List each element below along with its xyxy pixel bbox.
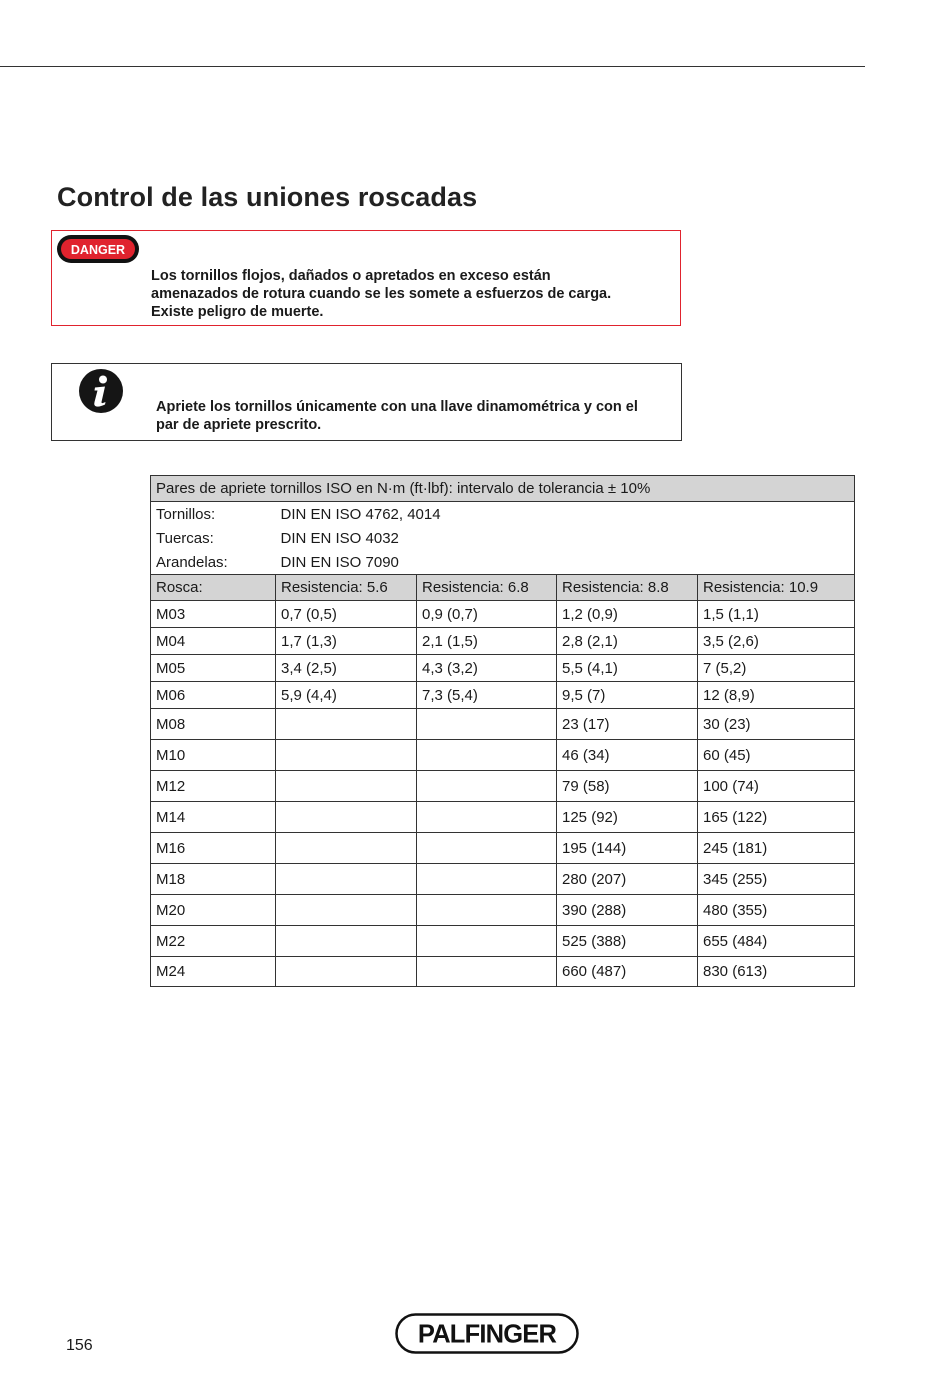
cell-grade-10-9: 165 (122)	[698, 802, 855, 833]
cell-grade-10-9: 480 (355)	[698, 895, 855, 926]
cell-thread: M03	[151, 601, 276, 628]
cell-grade-6-8: 7,3 (5,4)	[417, 682, 557, 709]
table-caption: Pares de apriete tornillos ISO en N·m (ft·lbf): intervalo de tolerancia ± 10%	[151, 476, 855, 502]
cell-grade-10-9: 60 (45)	[698, 740, 855, 771]
cell-thread: M18	[151, 864, 276, 895]
info-icon	[78, 368, 124, 414]
table-row	[151, 682, 855, 709]
table-caption-row	[151, 476, 855, 502]
cell-grade-6-8	[417, 709, 557, 740]
cell-grade-10-9: 245 (181)	[698, 833, 855, 864]
cell-grade-5-6: 1,7 (1,3)	[276, 628, 417, 655]
cell-grade-10-9: 3,5 (2,6)	[698, 628, 855, 655]
cell-grade-5-6	[276, 740, 417, 771]
cell-grade-8-8: 79 (58)	[557, 771, 698, 802]
cell-grade-6-8	[417, 833, 557, 864]
page-title: Control de las uniones roscadas	[57, 182, 478, 212]
cell-grade-10-9: 7 (5,2)	[698, 655, 855, 682]
standard-value: DIN EN ISO 7090	[276, 550, 855, 575]
danger-text	[151, 267, 671, 321]
cell-grade-8-8: 125 (92)	[557, 802, 698, 833]
danger-line: Existe peligro de muerte.	[151, 304, 324, 320]
standard-row	[151, 550, 855, 575]
cell-grade-6-8: 4,3 (3,2)	[417, 655, 557, 682]
info-notice	[51, 363, 682, 441]
cell-grade-5-6	[276, 957, 417, 987]
cell-grade-10-9: 655 (484)	[698, 926, 855, 957]
cell-grade-5-6	[276, 895, 417, 926]
table-row	[151, 628, 855, 655]
cell-grade-6-8	[417, 771, 557, 802]
cell-grade-10-9: 1,5 (1,1)	[698, 601, 855, 628]
table-row	[151, 926, 855, 957]
cell-grade-8-8: 280 (207)	[557, 864, 698, 895]
cell-grade-6-8: 2,1 (1,5)	[417, 628, 557, 655]
table-row	[151, 771, 855, 802]
standard-label: Tornillos:	[151, 502, 276, 527]
logo-text: PALFINGER	[417, 1320, 557, 1349]
cell-grade-5-6: 0,7 (0,5)	[276, 601, 417, 628]
cell-grade-8-8: 390 (288)	[557, 895, 698, 926]
page-number: 156	[66, 1337, 93, 1354]
cell-thread: M14	[151, 802, 276, 833]
cell-grade-5-6	[276, 771, 417, 802]
info-text	[156, 398, 681, 434]
cell-grade-5-6: 3,4 (2,5)	[276, 655, 417, 682]
table-row	[151, 655, 855, 682]
cell-thread: M16	[151, 833, 276, 864]
cell-thread: M12	[151, 771, 276, 802]
torque-table	[150, 475, 855, 987]
table-row	[151, 601, 855, 628]
top-rule	[0, 66, 865, 67]
palfinger-logo	[395, 1313, 579, 1354]
cell-grade-8-8: 660 (487)	[557, 957, 698, 987]
cell-thread: M06	[151, 682, 276, 709]
cell-grade-6-8	[417, 740, 557, 771]
cell-thread: M04	[151, 628, 276, 655]
torque-table-body	[151, 476, 855, 987]
cell-grade-6-8: 0,9 (0,7)	[417, 601, 557, 628]
standard-value: DIN EN ISO 4762, 4014	[276, 502, 855, 527]
danger-line: amenazados de rotura cuando se les somete a esfuerzos de carga.	[151, 286, 612, 302]
cell-grade-5-6	[276, 709, 417, 740]
danger-notice	[51, 230, 681, 326]
cell-grade-6-8	[417, 926, 557, 957]
column-header-grade-8-8: Resistencia: 8.8	[557, 575, 698, 601]
cell-grade-8-8: 1,2 (0,9)	[557, 601, 698, 628]
cell-grade-8-8: 9,5 (7)	[557, 682, 698, 709]
cell-thread: M10	[151, 740, 276, 771]
table-row	[151, 957, 855, 987]
cell-grade-10-9: 345 (255)	[698, 864, 855, 895]
cell-thread: M08	[151, 709, 276, 740]
info-line: Apriete los tornillos únicamente con una llave dinamométrica y con el	[156, 399, 638, 415]
standard-row	[151, 526, 855, 550]
standard-label: Tuercas:	[151, 526, 276, 550]
table-row	[151, 709, 855, 740]
cell-grade-8-8: 195 (144)	[557, 833, 698, 864]
cell-grade-10-9: 830 (613)	[698, 957, 855, 987]
cell-grade-5-6	[276, 802, 417, 833]
table-row	[151, 833, 855, 864]
column-header-row	[151, 575, 855, 601]
cell-thread: M20	[151, 895, 276, 926]
cell-thread: M22	[151, 926, 276, 957]
cell-grade-5-6	[276, 864, 417, 895]
table-row	[151, 740, 855, 771]
cell-grade-6-8	[417, 957, 557, 987]
cell-grade-6-8	[417, 895, 557, 926]
cell-grade-5-6	[276, 833, 417, 864]
cell-thread: M24	[151, 957, 276, 987]
info-line: par de apriete prescrito.	[156, 417, 322, 433]
cell-grade-8-8: 23 (17)	[557, 709, 698, 740]
cell-grade-10-9: 30 (23)	[698, 709, 855, 740]
standard-row	[151, 502, 855, 527]
standard-value: DIN EN ISO 4032	[276, 526, 855, 550]
column-header-thread: Rosca:	[151, 575, 276, 601]
cell-grade-5-6	[276, 926, 417, 957]
danger-line: Los tornillos flojos, dañados o apretados en exceso están	[151, 268, 551, 284]
cell-grade-8-8: 5,5 (4,1)	[557, 655, 698, 682]
cell-grade-5-6: 5,9 (4,4)	[276, 682, 417, 709]
column-header-grade-5-6: Resistencia: 5.6	[276, 575, 417, 601]
cell-grade-8-8: 525 (388)	[557, 926, 698, 957]
standard-label: Arandelas:	[151, 550, 276, 575]
danger-badge	[57, 235, 139, 263]
table-row	[151, 802, 855, 833]
cell-grade-10-9: 100 (74)	[698, 771, 855, 802]
column-header-grade-6-8: Resistencia: 6.8	[417, 575, 557, 601]
cell-thread: M05	[151, 655, 276, 682]
cell-grade-8-8: 2,8 (2,1)	[557, 628, 698, 655]
table-row	[151, 895, 855, 926]
cell-grade-8-8: 46 (34)	[557, 740, 698, 771]
danger-badge-label: DANGER	[70, 243, 126, 257]
cell-grade-6-8	[417, 864, 557, 895]
table-row	[151, 864, 855, 895]
cell-grade-10-9: 12 (8,9)	[698, 682, 855, 709]
column-header-grade-10-9: Resistencia: 10.9	[698, 575, 855, 601]
cell-grade-6-8	[417, 802, 557, 833]
